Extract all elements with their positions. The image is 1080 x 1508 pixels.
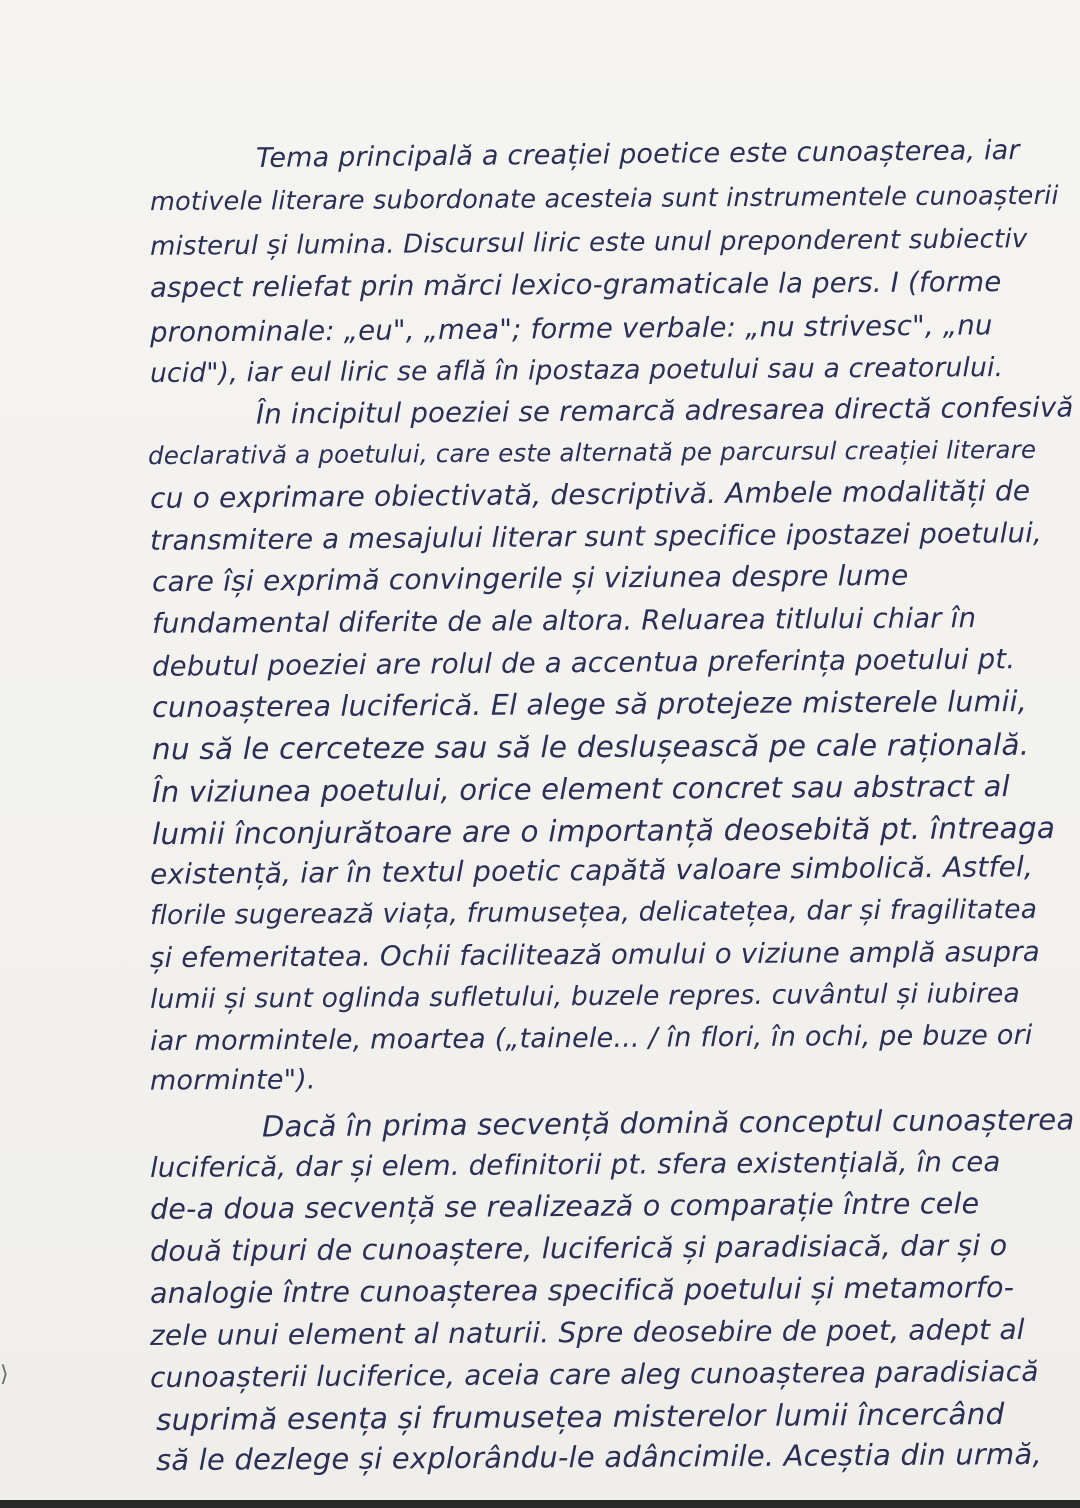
essay-line: care își exprimă convingerile și viziunea despre lume — [151, 558, 909, 599]
essay-line: iar mormintele, moartea („tainele... / în flori, în ochi, pe buze ori — [149, 1019, 1033, 1058]
essay-line: fundamental diferite de ale altora. Reluarea titlului chiar în — [151, 602, 977, 640]
essay-line: pronominale: „eu", „mea"; forme verbale: „nu strivesc", „nu — [149, 309, 993, 349]
essay-line: florile sugerează viața, frumusețea, delicatețea, dar și fragilitatea — [149, 893, 1038, 932]
essay-line: cunoașterii luciferice, aceia care aleg cunoașterea paradisiacă — [149, 1354, 1039, 1395]
essay-line: misterul și lumina. Discursul liric este unul preponderent subiectiv — [149, 224, 1028, 262]
essay-line: de-a doua secvență se realizează o comparație între cele — [149, 1187, 980, 1226]
essay-line: În incipitul poeziei se remarcă adresarea directă confesivă — [255, 391, 1074, 431]
essay-line: aspect reliefat prin mărci lexico-gramaticale la pers. I (forme — [149, 266, 1002, 304]
essay-line: două tipuri de cunoaștere, luciferică și paradisiacă, dar și o — [149, 1229, 1008, 1268]
essay-line: lumii înconjurătoare are o importanță deosebită pt. întreaga — [151, 810, 1056, 852]
essay-line: nu să le cerceteze sau să le deslușească pe cale rațională. — [151, 727, 1030, 767]
page-bottom-edge — [0, 1500, 1080, 1508]
essay-line: luciferică, dar și elem. definitorii pt. sfera existențială, în cea — [149, 1146, 1001, 1184]
essay-line: morminte"). — [149, 1064, 316, 1097]
essay-line: lumii și sunt oglinda sufletului, buzele repres. cuvântul și iubirea — [149, 977, 1021, 1016]
essay-line: suprimă esența și frumusețea misterelor lumii încercând — [155, 1397, 1005, 1437]
essay-line: Tema principală a creației poetice este cunoașterea, iar — [255, 135, 1020, 174]
essay-line: analogie între cunoașterea specifică poetului și metamorfo- — [149, 1270, 1015, 1311]
essay-line: ucid"), iar eul liric se află în ipostaza poetului sau a creatorului. — [149, 352, 1004, 389]
essay-line: să le dezlege și explorându-le adâncimile. Aceștia din urmă, — [155, 1436, 1042, 1478]
essay-line: zele unui element al naturii. Spre deosebire de poet, adept al — [149, 1312, 1025, 1353]
margin-arrow-mark: ⟩ — [0, 1362, 9, 1387]
essay-line: existență, iar în textul poetic capătă valoare simbolică. Astfel, — [149, 850, 1034, 891]
essay-line: și efemeritatea. Ochii facilitează omului o viziune amplă asupra — [149, 935, 1040, 975]
essay-line: cu o exprimare obiectivată, descriptivă. Ambele modalități de — [149, 474, 1031, 515]
essay-line: Dacă în prima secvență domină conceptul cunoașterea — [261, 1102, 1075, 1144]
essay-line: transmitere a mesajului literar sunt specifice ipostazei poetului, — [149, 517, 1043, 557]
essay-line: declarativă a poetului, care este alternată pe parcursul creației literare — [147, 434, 1037, 471]
essay-line: În viziunea poetului, orice element concret sau abstract al — [151, 769, 1010, 809]
essay-line: debutul poeziei are rolul de a accentua preferința poetului pt. — [151, 643, 1016, 683]
essay-line: cunoașterea luciferică. El alege să protejeze misterele lumii, — [151, 684, 1028, 725]
essay-line: motivele literare subordonate acesteia sunt instrumentele cunoașterii — [149, 180, 1059, 218]
